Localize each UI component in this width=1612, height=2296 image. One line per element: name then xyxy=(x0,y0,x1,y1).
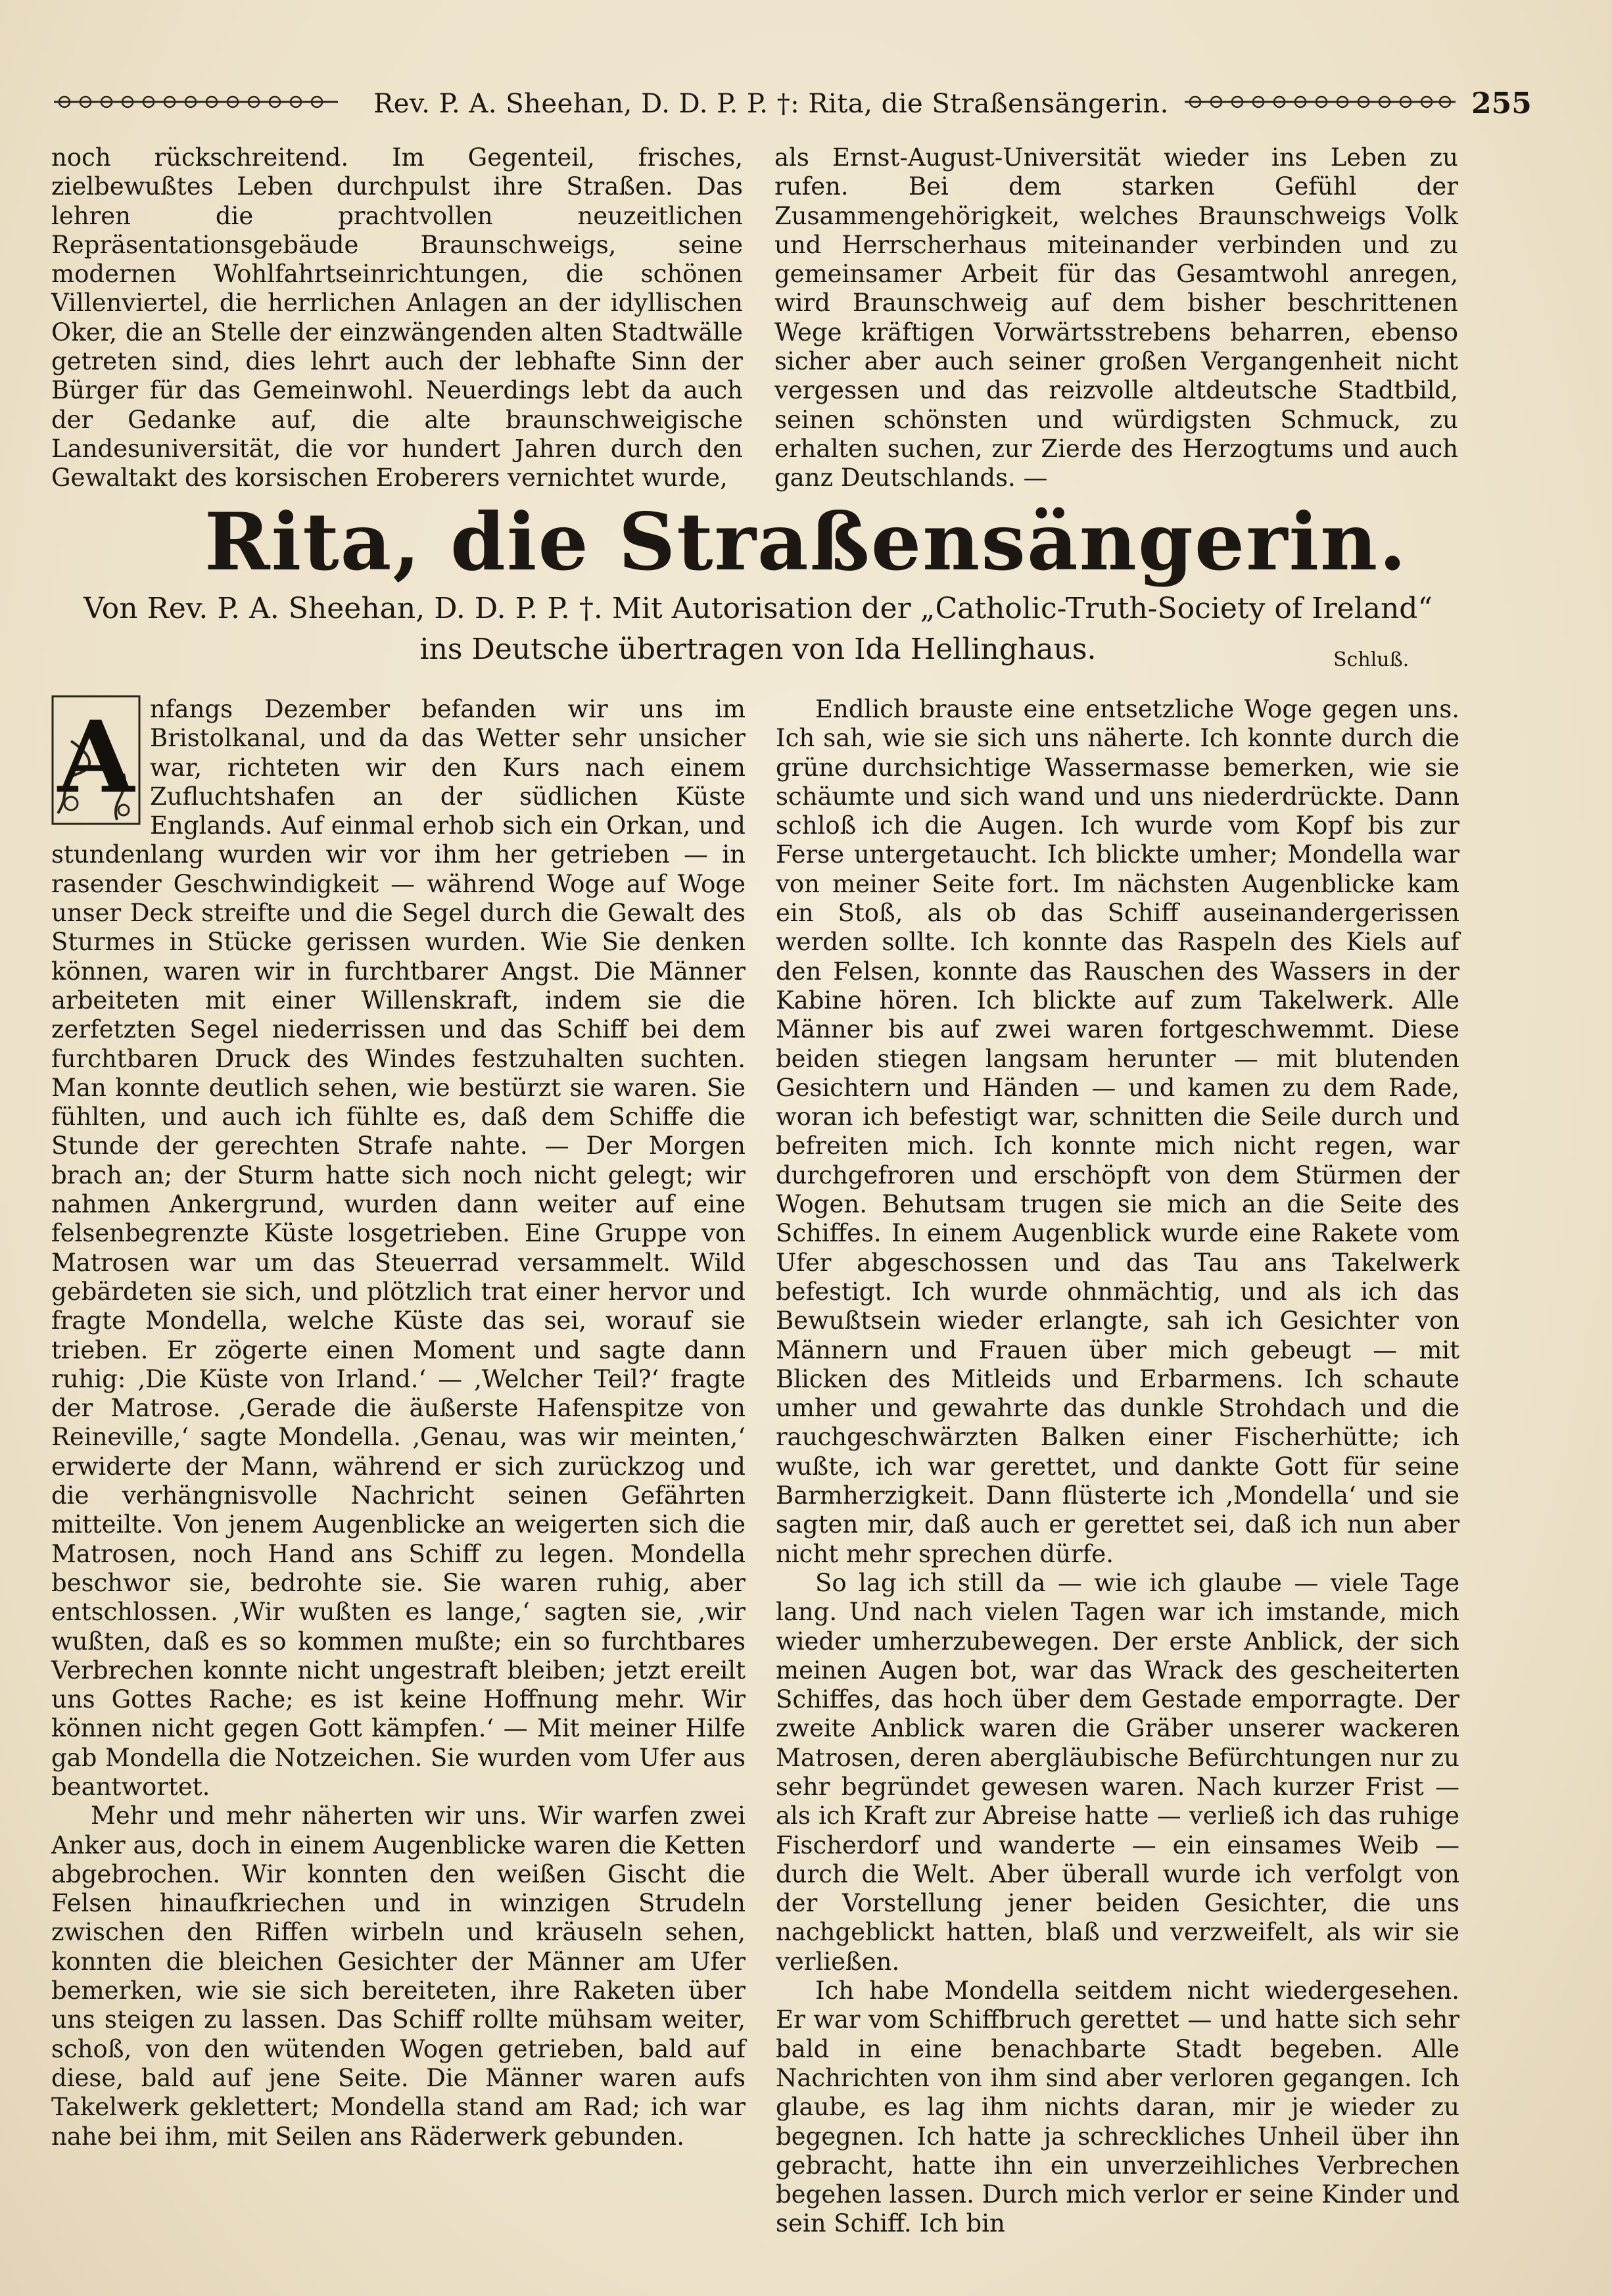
article-paragraph: Mehr und mehr näherten wir uns. Wir warfen zwei Anker aus, doch in einem Augenblicke waren die Ketten abgebrochen. Wir konnten den weißen Gischt die Felsen hinaufkriechen und in winzigen Strudeln zwischen den Riffen wirbeln und kräuseln sehen, konnten die bleichen Gesichter der Männer am Ufer bemerken, wie sie sich bereiteten, ihre Raketen über uns steigen zu lassen. Das Schiff rollte mühsam weiter, schoß, von den wütenden Wogen getrieben, bald auf diese, bald auf jene Seite. Die Männer waren aufs Takelwerk geklettert; Mondella stand am Rad; ich war nahe bei ihm, mit Seilen ans Räderwerk gebunden. xyxy=(51,1802,746,2151)
article-title: Rita, die Straßensängerin. xyxy=(204,496,1408,588)
drop-cap xyxy=(51,695,141,825)
conclusion-note: Schluß. xyxy=(1333,648,1410,671)
intro-paragraph: als Ernst-August-Universität wieder ins Leben zu rufen. Bei dem starken Gefühl der Zusammengehörigkeit, welches Braunschweigs Volk und Herrscherhaus miteinander verbinden und zu gemeinsamer Arbeit für das Gesamtwohl anregen, wird Braunschweig auf dem bisher beschrittenen Wege kräftigen Vorwärtsstrebens beharren, ebenso sicher aber auch seiner großen Vergangenheit nicht vergessen und das reizvolle altdeutsche Stadtbild, seinen schönsten und würdigsten Schmuck, zu erhalten suchen, zur Zierde des Herzogtums und auch ganz Deutschlands. — xyxy=(774,143,1458,492)
article-paragraph: Endlich brauste eine entsetzliche Woge gegen uns. Ich sah, wie sie sich uns näherte. Ich konnte durch die grüne durchsichtige Wassermasse bemerken, wie sie schäumte und sich wand und uns niederdrückte. Dann schloß ich die Augen. Ich wurde vom Kopf bis zur Ferse untergetaucht. Ich blickte umher; Mondella war von meiner Seite fort. Im nächsten Augenblicke kam ein Stoß, als ob das Schiff auseinandergerissen werden sollte. Ich konnte das Raspeln des Kiels auf den Felsen, konnte das Rauschen des Wassers in der Kabine hören. Ich blickte auf zum Takelwerk. Alle Männer bis auf zwei waren fortgeschwemmt. Diese beiden stiegen langsam herunter — mit blutenden Gesichtern und Händen — und kamen zu dem Rade, woran ich befestigt war, schnitten die Seile durch und befreiten mich. Ich konnte mich nicht regen, war durchgefroren und erschöpft von dem Stürmen der Wogen. Behutsam trugen sie mich an die Seite des Schiffes. In einem Augenblick wurde eine Rakete vom Ufer abgeschossen und das Tau ans Takelwerk befestigt. Ich wurde ohnmächtig, und als ich das Bewußtsein wieder erlangte, sah ich Gesichter von Männern und Frauen über mich gebeugt — mit Blicken des Mitleids und Erbarmens. Ich schaute umher und gewahrte das dunkle Strohdach und die rauchgeschwärzten Balken einer Fischerhütte; ich wußte, ich war gerettet, und dankte Gott für seine Barmherzigkeit. Dann flüsterte ich ‚Mondella‘ und sie sagten mir, daß auch er gerettet sei, daß ich nun aber nicht mehr sprechen dürfe. xyxy=(776,695,1459,1568)
running-header-title: Rev. P. A. Sheehan, D. D. P. P. †: Rita, die Straßensängerin. xyxy=(373,89,1169,119)
intro-column-left xyxy=(51,143,743,493)
article-paragraph: So lag ich still da — wie ich glaube — viele Tage lang. Und nach vielen Tagen war ich imstande, mich wieder umherzubewegen. Der erste Anblick, der sich meinen Augen bot, war das Wrack des gescheiterten Schiffes, das hoch über dem Gestade emporragte. Der zweite Anblick waren die Gräber unserer wackeren Matrosen, deren abergläubische Befürchtungen nur zu sehr begründet gewesen waren. Nach kurzer Frist — als ich Kraft zur Abreise hatte — verließ ich das ruhige Fischerdorf und wanderte — ein einsames Weib — durch die Welt. Aber überall wurde ich verfolgt von der Vorstellung jener beiden Gesichter, die uns nachgeblickt hatten, blaß und verzweifelt, als wir sie verließen. xyxy=(776,1568,1459,1976)
article-paragraph: nfangs Dezember befanden wir uns im Bristolkanal, und da das Wetter sehr unsicher war, richteten wir den Kurs nach einem Zufluchtshafen an der südlichen Küste Englands. Auf einmal erhob sich ein Orkan, und stundenlang wurden wir vor ihm her getrieben — in rasender Geschwindigkeit — während Woge auf Woge unser Deck streifte und die Segel durch die Gewalt des Sturmes in Stücke gerissen wurden. Wie Sie denken können, waren wir in furchtbarer Angst. Die Männer arbeiteten mit einer Willenskraft, indem sie die zerfetzten Segel niederrissen und das Schiff bei dem furchtbaren Druck des Windes festzuhalten suchten. Man konnte deutlich sehen, wie bestürzt sie waren. Sie fühlten, und auch ich fühlte es, daß dem Schiffe die Stunde der gerechten Strafe nahte. — Der Morgen brach an; der Sturm hatte sich noch nicht gelegt; wir nahmen Ankergrund, wurden dann weiter auf eine felsenbegrenzte Küste losgetrieben. Eine Gruppe von Matrosen war um das Steuerrad versammelt. Wild gebärdeten sie sich, und plötzlich trat einer hervor und fragte Mondella, welche Küste das sei, worauf sie trieben. Er zögerte einen Moment und sagte dann ruhig: ‚Die Küste von Irland.‘ — ‚Welcher Teil?‘ fragte der Matrose. ‚Gerade die äußerste Hafenspitze von Reineville,‘ sagte Mondella. ‚Genau, was wir meinten,‘ erwiderte der Mann, während er sich zurückzog und die verhängnisvolle Nachricht seinen Gefährten mitteilte. Von jenem Augenblicke an weigerten sich die Matrosen, noch Hand ans Schiff zu legen. Mondella beschwor sie, bedrohte sie. Sie waren ruhig, aber entschlossen. ‚Wir wußten es lange,‘ sagten sie, ‚wir wußten, daß es so kommen mußte; ein so furchtbares Verbrechen konnte nicht ungestraft bleiben; jetzt ereilt uns Gottes Rache; es ist keine Hoffnung mehr. Wir können nicht gegen Gott kämpfen.‘ — Mit meiner Hilfe gab Mondella die Notzeichen. Sie wurden vom Ufer aus beantwortet. xyxy=(51,695,746,1801)
translator-line: ins Deutsche übertragen von Ida Hellinghaus. xyxy=(419,633,1097,666)
article-byline: Von Rev. P. A. Sheehan, D. D. P. P. †. Mit Autorisation der „Catholic-Truth-Society of Ireland“ xyxy=(83,592,1433,625)
header-ornament-right xyxy=(1182,92,1458,112)
drop-cap-letter: A xyxy=(57,700,135,815)
article-column-left xyxy=(51,695,746,2151)
running-header xyxy=(51,80,1532,128)
intro-paragraph: noch rückschreitend. Im Gegenteil, frisches, zielbewußtes Leben durchpulst ihre Straßen. Das lehren die prachtvollen neuzeitlichen Repräsentationsgebäude Braunschweigs, seine modernen Wohlfahrtseinrichtungen, die schönen Villenviertel, die herrlichen Anlagen an der idyllischen Oker, die an Stelle der einzwängenden alten Stadtwälle getreten sind, dies lehrt auch der lebhafte Sinn der Bürger für das Gemeinwohl. Neuerdings lebt da auch der Gedanke auf, die alte braunschweigische Landesuniversität, die vor hundert Jahren durch den Gewaltakt des korsischen Eroberers vernichtet wurde, xyxy=(51,143,743,492)
article-paragraph: Ich habe Mondella seitdem nicht wiedergesehen. Er war vom Schiffbruch gerettet — und hatte sich sehr bald in eine benachbarte Stadt begeben. Alle Nachrichten von ihm sind aber verloren gegangen. Ich glaube, es lag ihm nichts daran, mir je wieder zu begegnen. Ich hatte ja schreckliches Unheil über ihn gebracht, hatte ihn ein unverzeihliches Verbrechen begehen lassen. Durch mich verlor er seine Kinder und sein Schiff. Ich bin xyxy=(776,1976,1459,2238)
article-column-right xyxy=(776,695,1459,2239)
page-number: 255 xyxy=(1471,87,1532,120)
header-ornament-left xyxy=(51,92,341,112)
intro-column-right xyxy=(774,143,1458,493)
